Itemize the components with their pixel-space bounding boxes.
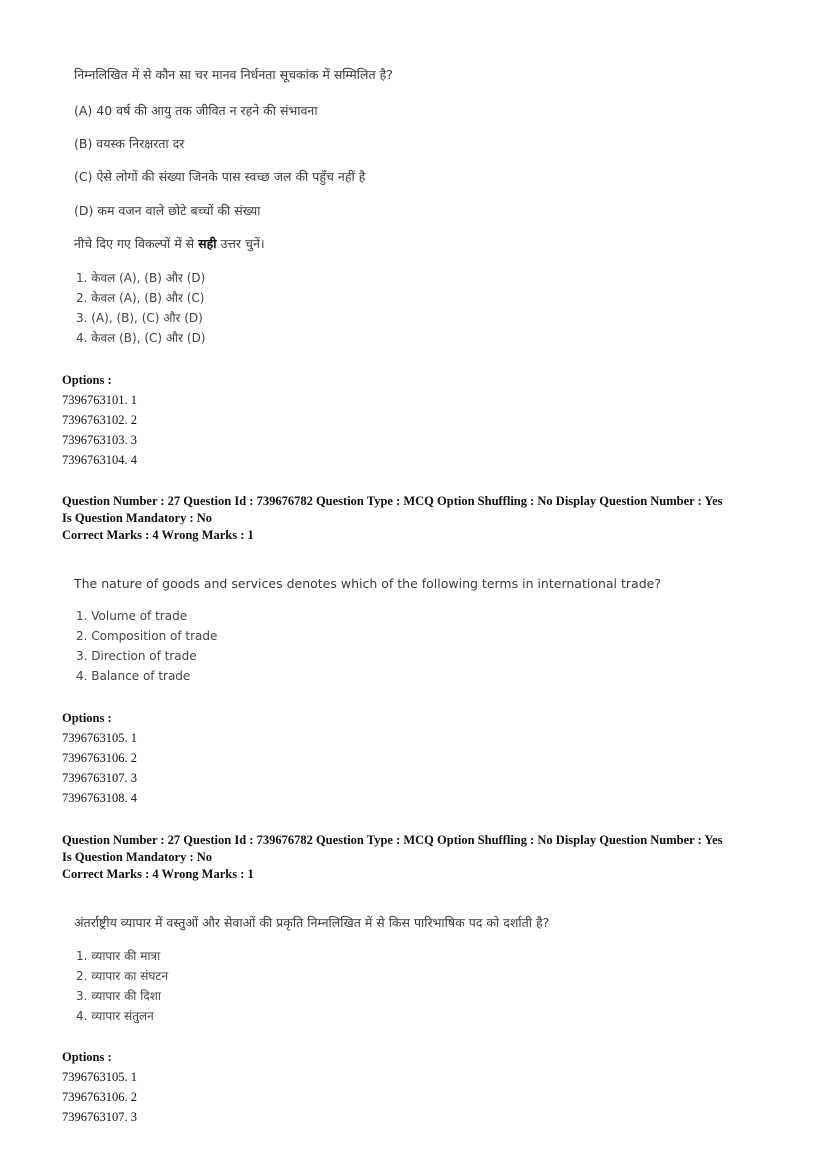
question-meta — [62, 493, 772, 544]
choice-4: 4. केवल (B), (C) और (D) — [76, 331, 206, 345]
instruction-pre: नीचे दिए गए विकल्पों में से — [74, 236, 195, 251]
statement-c: (C) ऐसे लोगों की संख्या जिनके पास स्वच्छ जल की पहुँच नहीं है — [74, 169, 366, 184]
option-row: 7396763103. 3 — [62, 433, 137, 447]
options-block — [62, 708, 137, 808]
statement-d: (D) कम वजन वाले छोटे बच्चों की संख्या — [74, 203, 261, 218]
instruction-post: उत्तर चुनें। — [220, 236, 265, 251]
question-stem: निम्नलिखित में से कौन सा चर मानव निर्धनता सूचकांक में सम्मिलित है? — [74, 67, 393, 82]
choice-2: 2. Composition of trade — [76, 629, 218, 643]
option-row: 7396763107. 3 — [62, 1110, 137, 1124]
choice-1: 1. केवल (A), (B) और (D) — [76, 271, 206, 285]
question-image-english-trade — [62, 574, 782, 694]
choice-4: 4. व्यापार संतुलन — [76, 1009, 154, 1023]
option-row: 7396763102. 2 — [62, 413, 137, 427]
option-row: 7396763107. 3 — [62, 771, 137, 785]
choice-4: 4. Balance of trade — [76, 669, 191, 683]
choice-3: 3. (A), (B), (C) और (D) — [76, 311, 203, 325]
meta-line-question-info: Question Number : 27 Question Id : 739676782 Question Type : MCQ Option Shuffling : No Display Question Number : Yes — [62, 833, 723, 847]
option-row: 7396763106. 2 — [62, 1090, 137, 1104]
meta-line-marks: Correct Marks : 4 Wrong Marks : 1 — [62, 867, 254, 881]
question-image-hindi-poverty — [62, 62, 782, 352]
options-block — [62, 370, 137, 470]
options-header: Options : — [62, 373, 112, 387]
choice-1: 1. Volume of trade — [76, 609, 188, 623]
choice-3: 3. व्यापार की दिशा — [76, 989, 161, 1003]
choice-2: 2. केवल (A), (B) और (C) — [76, 291, 205, 305]
options-header: Options : — [62, 1050, 112, 1064]
meta-line-mandatory: Is Question Mandatory : No — [62, 511, 213, 525]
option-row: 7396763106. 2 — [62, 751, 137, 765]
choice-3: 3. Direction of trade — [76, 649, 197, 663]
choice-2: 2. व्यापार का संघटन — [76, 969, 169, 983]
options-header: Options : — [62, 711, 112, 725]
meta-line-mandatory: Is Question Mandatory : No — [62, 850, 213, 864]
answer-instruction — [74, 235, 265, 252]
question-stem: अंतर्राष्ट्रीय व्यापार में वस्तुओं और सेवाओं की प्रकृति निम्नलिखित में से किस पारिभाषिक पद को दर्शाती है? — [74, 915, 550, 930]
option-row: 7396763101. 1 — [62, 393, 137, 407]
option-row: 7396763104. 4 — [62, 453, 137, 467]
question-image-hindi-trade — [62, 912, 782, 1032]
question-meta — [62, 832, 772, 883]
meta-line-marks: Correct Marks : 4 Wrong Marks : 1 — [62, 528, 254, 542]
option-row: 7396763108. 4 — [62, 791, 137, 805]
option-row: 7396763105. 1 — [62, 731, 137, 745]
statement-a: (A) 40 वर्ष की आयु तक जीवित न रहने की संभावना — [74, 103, 318, 118]
option-row: 7396763105. 1 — [62, 1070, 137, 1084]
meta-line-question-info: Question Number : 27 Question Id : 739676782 Question Type : MCQ Option Shuffling : No Display Question Number : Yes — [62, 494, 723, 508]
question-stem: The nature of goods and services denotes which of the following terms in international trade? — [74, 576, 661, 591]
instruction-bold: सही — [198, 236, 217, 251]
choice-1: 1. व्यापार की मात्रा — [76, 949, 161, 963]
options-block — [62, 1047, 137, 1127]
statement-b: (B) वयस्क निरक्षरता दर — [74, 136, 185, 151]
